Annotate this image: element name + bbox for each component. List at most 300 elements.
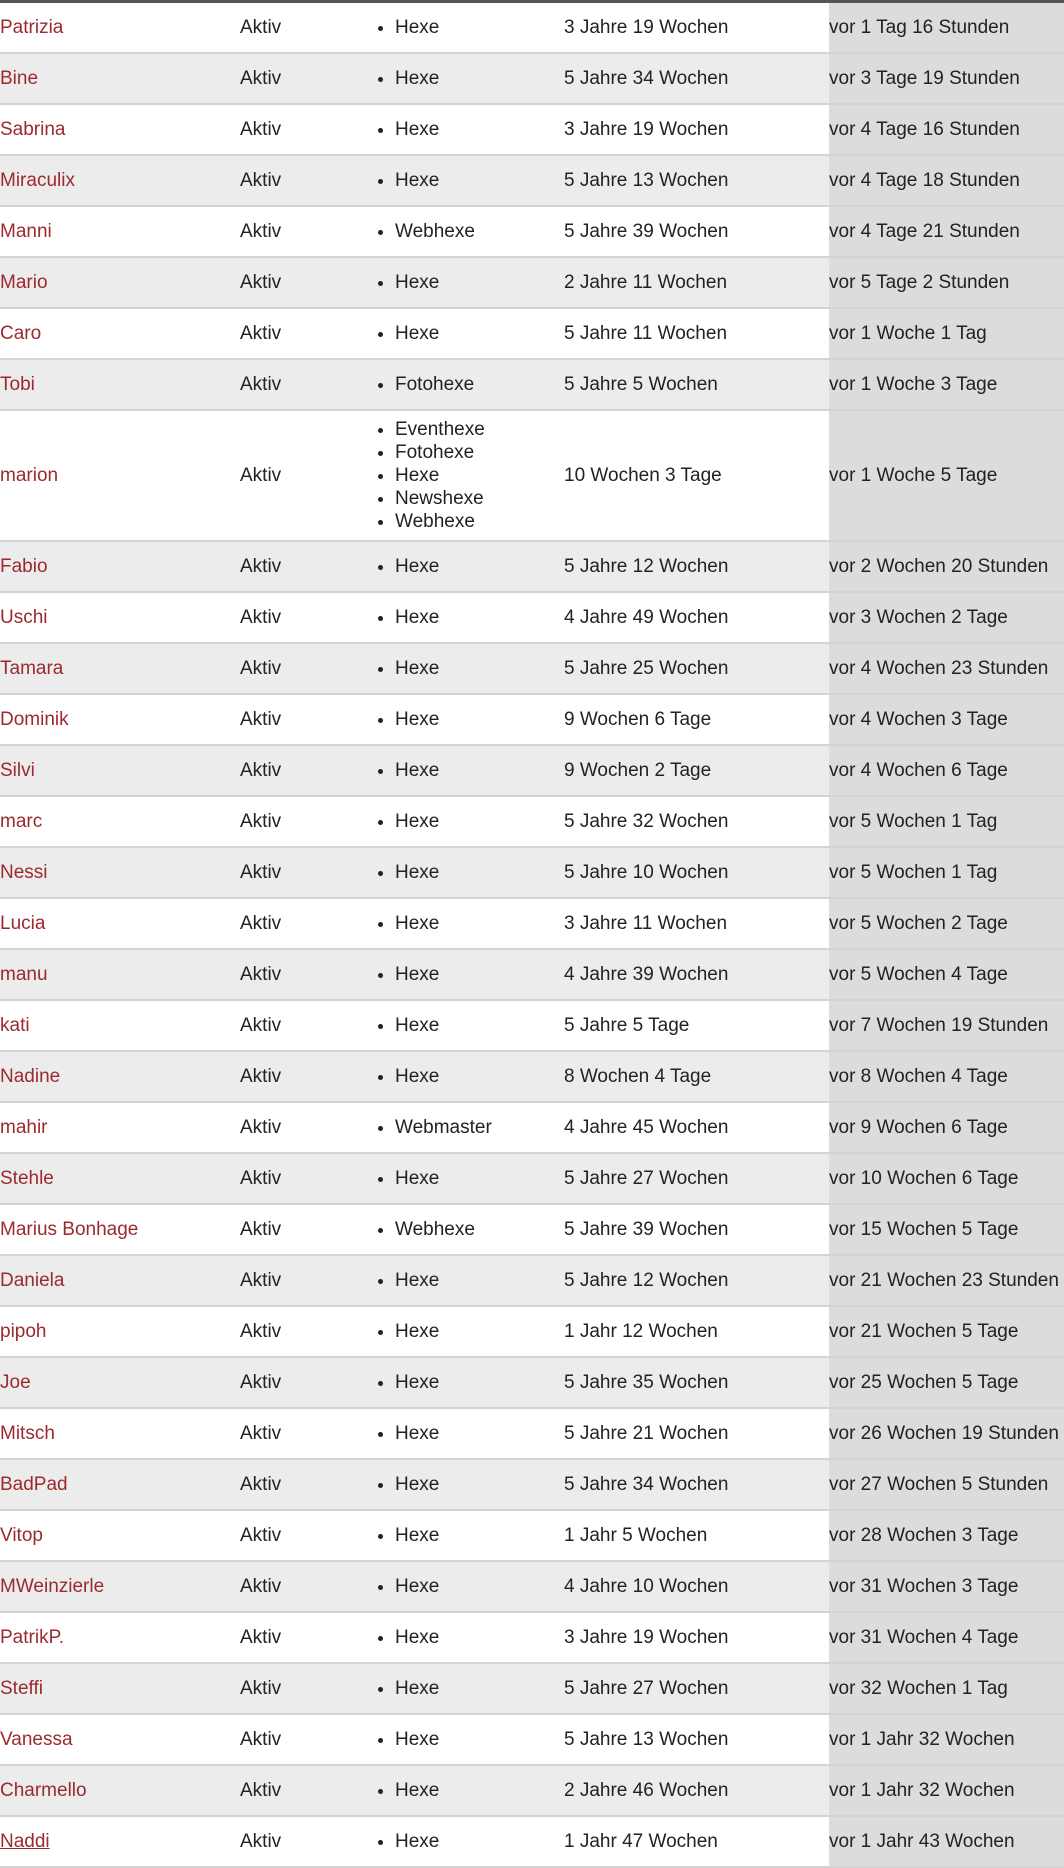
user-name-cell bbox=[0, 53, 240, 104]
role-item: • Hexe bbox=[395, 1626, 564, 1649]
table-row bbox=[0, 1765, 1064, 1816]
member-for: 5 Jahre 27 Wochen bbox=[564, 1663, 829, 1714]
user-name-link[interactable]: pipoh bbox=[0, 1320, 47, 1342]
user-name-cell bbox=[0, 1663, 240, 1714]
user-name-link[interactable]: Mitsch bbox=[0, 1422, 55, 1444]
role-list bbox=[365, 220, 564, 243]
last-access: vor 9 Wochen 6 Tage bbox=[829, 1102, 1064, 1153]
last-access: vor 1 Woche 3 Tage bbox=[829, 359, 1064, 410]
table-row bbox=[0, 1714, 1064, 1765]
user-roles-cell bbox=[365, 104, 564, 155]
user-name-cell bbox=[0, 1408, 240, 1459]
user-name-cell bbox=[0, 3, 240, 53]
user-name-cell bbox=[0, 1357, 240, 1408]
table-row bbox=[0, 308, 1064, 359]
role-item: • Newshexe bbox=[395, 487, 564, 510]
user-name-cell bbox=[0, 847, 240, 898]
user-status: Aktiv bbox=[240, 1612, 365, 1663]
role-item: • Hexe bbox=[395, 1728, 564, 1751]
user-name-link[interactable]: Steffi bbox=[0, 1677, 43, 1699]
role-item: • Hexe bbox=[395, 464, 564, 487]
role-list bbox=[365, 963, 564, 986]
last-access: vor 3 Tage 19 Stunden bbox=[829, 53, 1064, 104]
table-row bbox=[0, 1000, 1064, 1051]
last-access: vor 1 Jahr 32 Wochen bbox=[829, 1765, 1064, 1816]
role-item: • Hexe bbox=[395, 1371, 564, 1394]
table-row bbox=[0, 1102, 1064, 1153]
role-item: • Hexe bbox=[395, 810, 564, 833]
user-name-cell bbox=[0, 745, 240, 796]
role-item: • Hexe bbox=[395, 1473, 564, 1496]
table-row bbox=[0, 1204, 1064, 1255]
member-for: 4 Jahre 10 Wochen bbox=[564, 1561, 829, 1612]
user-name-cell bbox=[0, 592, 240, 643]
user-roles-cell bbox=[365, 1612, 564, 1663]
role-item: • Webhexe bbox=[395, 220, 564, 243]
table-row bbox=[0, 745, 1064, 796]
user-roles-cell bbox=[365, 1663, 564, 1714]
user-name-link[interactable]: Nessi bbox=[0, 861, 48, 883]
role-item: • Webhexe bbox=[395, 1218, 564, 1241]
user-roles-cell bbox=[365, 643, 564, 694]
user-name-cell bbox=[0, 1000, 240, 1051]
table-row bbox=[0, 1408, 1064, 1459]
table-row bbox=[0, 155, 1064, 206]
role-list bbox=[365, 759, 564, 782]
role-list bbox=[365, 1269, 564, 1292]
user-roles-cell bbox=[365, 1816, 564, 1867]
last-access: vor 8 Wochen 4 Tage bbox=[829, 1051, 1064, 1102]
user-name-link[interactable]: Marius Bonhage bbox=[0, 1218, 139, 1240]
table-row bbox=[0, 847, 1064, 898]
member-for: 3 Jahre 19 Wochen bbox=[564, 3, 829, 53]
user-name-link[interactable]: MWeinzierle bbox=[0, 1575, 105, 1597]
user-name-link[interactable]: Vanessa bbox=[0, 1728, 73, 1750]
user-status: Aktiv bbox=[240, 694, 365, 745]
role-item: • Hexe bbox=[395, 657, 564, 680]
role-item: • Hexe bbox=[395, 1677, 564, 1700]
role-item: • Hexe bbox=[395, 1779, 564, 1802]
user-roles-cell bbox=[365, 796, 564, 847]
user-name-cell bbox=[0, 308, 240, 359]
user-status: Aktiv bbox=[240, 1000, 365, 1051]
role-item: • Hexe bbox=[395, 1269, 564, 1292]
user-roles-cell bbox=[365, 745, 564, 796]
user-status: Aktiv bbox=[240, 949, 365, 1000]
user-roles-cell bbox=[365, 1204, 564, 1255]
user-status: Aktiv bbox=[240, 1255, 365, 1306]
table-row bbox=[0, 410, 1064, 541]
user-name-link[interactable]: marion bbox=[0, 464, 59, 486]
user-roles-cell bbox=[365, 694, 564, 745]
user-name-cell bbox=[0, 1204, 240, 1255]
last-access: vor 5 Wochen 2 Tage bbox=[829, 898, 1064, 949]
user-status: Aktiv bbox=[240, 1510, 365, 1561]
role-item: • Hexe bbox=[395, 1320, 564, 1343]
user-name-cell bbox=[0, 1612, 240, 1663]
user-name-link[interactable]: Naddi bbox=[0, 1830, 50, 1852]
user-status: Aktiv bbox=[240, 541, 365, 592]
user-roles-cell bbox=[365, 1714, 564, 1765]
last-access: vor 4 Wochen 23 Stunden bbox=[829, 643, 1064, 694]
user-name-link[interactable]: Dominik bbox=[0, 708, 69, 730]
user-roles-cell bbox=[365, 1510, 564, 1561]
user-list-table bbox=[0, 3, 1064, 1868]
member-for: 2 Jahre 11 Wochen bbox=[564, 257, 829, 308]
member-for: 3 Jahre 19 Wochen bbox=[564, 1612, 829, 1663]
user-name-link[interactable]: Fabio bbox=[0, 555, 48, 577]
user-name-link[interactable]: Stehle bbox=[0, 1167, 54, 1189]
role-list bbox=[365, 606, 564, 629]
user-name-link[interactable]: Daniela bbox=[0, 1269, 65, 1291]
role-item: • Fotohexe bbox=[395, 441, 564, 464]
last-access: vor 31 Wochen 3 Tage bbox=[829, 1561, 1064, 1612]
user-roles-cell bbox=[365, 1765, 564, 1816]
user-status: Aktiv bbox=[240, 1765, 365, 1816]
user-status: Aktiv bbox=[240, 643, 365, 694]
last-access: vor 4 Tage 18 Stunden bbox=[829, 155, 1064, 206]
role-item: • Hexe bbox=[395, 1575, 564, 1598]
user-status: Aktiv bbox=[240, 1357, 365, 1408]
user-roles-cell bbox=[365, 1408, 564, 1459]
table-row bbox=[0, 1612, 1064, 1663]
last-access: vor 1 Jahr 43 Wochen bbox=[829, 1816, 1064, 1867]
last-access: vor 32 Wochen 1 Tag bbox=[829, 1663, 1064, 1714]
user-status: Aktiv bbox=[240, 1714, 365, 1765]
role-list bbox=[365, 1524, 564, 1547]
table-row bbox=[0, 592, 1064, 643]
user-name-link[interactable]: Joe bbox=[0, 1371, 31, 1393]
table-row bbox=[0, 1051, 1064, 1102]
table-row bbox=[0, 643, 1064, 694]
user-roles-cell bbox=[365, 1255, 564, 1306]
user-roles-cell bbox=[365, 1051, 564, 1102]
member-for: 5 Jahre 27 Wochen bbox=[564, 1153, 829, 1204]
role-list bbox=[365, 1830, 564, 1853]
table-row bbox=[0, 3, 1064, 53]
member-for: 5 Jahre 25 Wochen bbox=[564, 643, 829, 694]
table-row bbox=[0, 1306, 1064, 1357]
role-item: • Hexe bbox=[395, 67, 564, 90]
user-roles-cell bbox=[365, 1000, 564, 1051]
role-list bbox=[365, 912, 564, 935]
table-row bbox=[0, 1255, 1064, 1306]
user-name-cell bbox=[0, 1153, 240, 1204]
last-access: vor 4 Wochen 3 Tage bbox=[829, 694, 1064, 745]
user-name-link[interactable]: Nadine bbox=[0, 1065, 61, 1087]
user-status: Aktiv bbox=[240, 1153, 365, 1204]
member-for: 5 Jahre 12 Wochen bbox=[564, 541, 829, 592]
user-name-cell bbox=[0, 410, 240, 541]
user-roles-cell bbox=[365, 1153, 564, 1204]
member-for: 1 Jahr 12 Wochen bbox=[564, 1306, 829, 1357]
user-status: Aktiv bbox=[240, 1102, 365, 1153]
member-for: 1 Jahr 47 Wochen bbox=[564, 1816, 829, 1867]
table-row bbox=[0, 359, 1064, 410]
user-name-cell bbox=[0, 1306, 240, 1357]
role-list bbox=[365, 271, 564, 294]
user-name-link[interactable]: kati bbox=[0, 1014, 30, 1036]
user-name-link[interactable]: manu bbox=[0, 963, 48, 985]
role-list bbox=[365, 1167, 564, 1190]
last-access: vor 5 Wochen 1 Tag bbox=[829, 796, 1064, 847]
last-access: vor 21 Wochen 23 Stunden bbox=[829, 1255, 1064, 1306]
user-status: Aktiv bbox=[240, 206, 365, 257]
role-list bbox=[365, 1218, 564, 1241]
last-access: vor 1 Woche 5 Tage bbox=[829, 410, 1064, 541]
role-item: • Hexe bbox=[395, 1422, 564, 1445]
last-access: vor 1 Jahr 32 Wochen bbox=[829, 1714, 1064, 1765]
table-row bbox=[0, 1816, 1064, 1867]
user-name-link[interactable]: Caro bbox=[0, 322, 42, 344]
member-for: 4 Jahre 45 Wochen bbox=[564, 1102, 829, 1153]
role-list bbox=[365, 708, 564, 731]
role-list bbox=[365, 861, 564, 884]
last-access: vor 26 Wochen 19 Stunden bbox=[829, 1408, 1064, 1459]
user-status: Aktiv bbox=[240, 745, 365, 796]
member-for: 2 Jahre 46 Wochen bbox=[564, 1765, 829, 1816]
role-item: • Hexe bbox=[395, 322, 564, 345]
user-roles-cell bbox=[365, 308, 564, 359]
user-status: Aktiv bbox=[240, 1051, 365, 1102]
user-roles-cell bbox=[365, 592, 564, 643]
user-name-cell bbox=[0, 541, 240, 592]
table-row bbox=[0, 53, 1064, 104]
member-for: 3 Jahre 19 Wochen bbox=[564, 104, 829, 155]
user-name-link[interactable]: Lucia bbox=[0, 912, 46, 934]
last-access: vor 25 Wochen 5 Tage bbox=[829, 1357, 1064, 1408]
last-access: vor 4 Tage 21 Stunden bbox=[829, 206, 1064, 257]
table-row bbox=[0, 949, 1064, 1000]
user-roles-cell bbox=[365, 949, 564, 1000]
user-name-cell bbox=[0, 1102, 240, 1153]
user-name-link[interactable]: PatrikP. bbox=[0, 1626, 65, 1648]
role-item: • Hexe bbox=[395, 1014, 564, 1037]
last-access: vor 28 Wochen 3 Tage bbox=[829, 1510, 1064, 1561]
user-name-cell bbox=[0, 359, 240, 410]
member-for: 3 Jahre 11 Wochen bbox=[564, 898, 829, 949]
user-roles-cell bbox=[365, 359, 564, 410]
user-status: Aktiv bbox=[240, 104, 365, 155]
role-list bbox=[365, 657, 564, 680]
user-name-cell bbox=[0, 1765, 240, 1816]
user-name-cell bbox=[0, 694, 240, 745]
user-name-cell bbox=[0, 206, 240, 257]
user-name-cell bbox=[0, 1816, 240, 1867]
role-item: • Hexe bbox=[395, 1524, 564, 1547]
user-name-link[interactable]: Silvi bbox=[0, 759, 35, 781]
role-item: • Hexe bbox=[395, 1065, 564, 1088]
last-access: vor 21 Wochen 5 Tage bbox=[829, 1306, 1064, 1357]
member-for: 4 Jahre 39 Wochen bbox=[564, 949, 829, 1000]
table-row bbox=[0, 1153, 1064, 1204]
role-list bbox=[365, 1371, 564, 1394]
role-list bbox=[365, 1422, 564, 1445]
role-item: • Hexe bbox=[395, 118, 564, 141]
member-for: 4 Jahre 49 Wochen bbox=[564, 592, 829, 643]
table-row bbox=[0, 796, 1064, 847]
user-roles-cell bbox=[365, 1102, 564, 1153]
member-for: 5 Jahre 34 Wochen bbox=[564, 1459, 829, 1510]
user-roles-cell bbox=[365, 410, 564, 541]
user-name-link[interactable]: Miraculix bbox=[0, 169, 75, 191]
user-name-cell bbox=[0, 898, 240, 949]
user-status: Aktiv bbox=[240, 1204, 365, 1255]
user-roles-cell bbox=[365, 1306, 564, 1357]
table-row bbox=[0, 541, 1064, 592]
member-for: 5 Jahre 5 Tage bbox=[564, 1000, 829, 1051]
member-for: 1 Jahr 5 Wochen bbox=[564, 1510, 829, 1561]
user-name-cell bbox=[0, 257, 240, 308]
last-access: vor 31 Wochen 4 Tage bbox=[829, 1612, 1064, 1663]
user-roles-cell bbox=[365, 1561, 564, 1612]
member-for: 5 Jahre 35 Wochen bbox=[564, 1357, 829, 1408]
role-item: • Hexe bbox=[395, 555, 564, 578]
user-name-cell bbox=[0, 1510, 240, 1561]
user-status: Aktiv bbox=[240, 257, 365, 308]
user-status: Aktiv bbox=[240, 410, 365, 541]
role-list bbox=[365, 118, 564, 141]
user-status: Aktiv bbox=[240, 3, 365, 53]
last-access: vor 1 Woche 1 Tag bbox=[829, 308, 1064, 359]
role-item: • Hexe bbox=[395, 861, 564, 884]
role-list bbox=[365, 16, 564, 39]
user-name-link[interactable]: Uschi bbox=[0, 606, 48, 628]
user-name-cell bbox=[0, 949, 240, 1000]
user-name-cell bbox=[0, 155, 240, 206]
role-item: • Hexe bbox=[395, 1830, 564, 1853]
user-roles-cell bbox=[365, 257, 564, 308]
user-name-cell bbox=[0, 796, 240, 847]
role-item: • Eventhexe bbox=[395, 418, 564, 441]
user-status: Aktiv bbox=[240, 359, 365, 410]
user-name-link[interactable]: Charmello bbox=[0, 1779, 87, 1801]
table-row bbox=[0, 1561, 1064, 1612]
table-row bbox=[0, 1510, 1064, 1561]
table-row bbox=[0, 206, 1064, 257]
user-name-link[interactable]: Tobi bbox=[0, 373, 35, 395]
last-access: vor 7 Wochen 19 Stunden bbox=[829, 1000, 1064, 1051]
user-status: Aktiv bbox=[240, 1306, 365, 1357]
role-list bbox=[365, 322, 564, 345]
member-for: 9 Wochen 6 Tage bbox=[564, 694, 829, 745]
role-item: • Hexe bbox=[395, 16, 564, 39]
last-access: vor 2 Wochen 20 Stunden bbox=[829, 541, 1064, 592]
member-for: 5 Jahre 21 Wochen bbox=[564, 1408, 829, 1459]
user-name-link[interactable]: Patrizia bbox=[0, 16, 64, 38]
role-item: • Hexe bbox=[395, 271, 564, 294]
user-list-body bbox=[0, 3, 1064, 1867]
member-for: 5 Jahre 34 Wochen bbox=[564, 53, 829, 104]
role-list bbox=[365, 1779, 564, 1802]
table-row bbox=[0, 1459, 1064, 1510]
last-access: vor 5 Tage 2 Stunden bbox=[829, 257, 1064, 308]
table-row bbox=[0, 1663, 1064, 1714]
user-name-link[interactable]: BadPad bbox=[0, 1473, 68, 1495]
user-name-link[interactable]: Vitop bbox=[0, 1524, 43, 1546]
user-status: Aktiv bbox=[240, 1561, 365, 1612]
member-for: 5 Jahre 10 Wochen bbox=[564, 847, 829, 898]
user-name-cell bbox=[0, 1255, 240, 1306]
user-name-cell bbox=[0, 643, 240, 694]
user-roles-cell bbox=[365, 155, 564, 206]
user-status: Aktiv bbox=[240, 1816, 365, 1867]
user-status: Aktiv bbox=[240, 1408, 365, 1459]
table-row bbox=[0, 898, 1064, 949]
role-list bbox=[365, 169, 564, 192]
user-name-link[interactable]: mahir bbox=[0, 1116, 48, 1138]
table-row bbox=[0, 1357, 1064, 1408]
role-item: • Hexe bbox=[395, 963, 564, 986]
user-roles-cell bbox=[365, 847, 564, 898]
user-status: Aktiv bbox=[240, 53, 365, 104]
user-name-cell bbox=[0, 1561, 240, 1612]
user-name-cell bbox=[0, 1051, 240, 1102]
member-for: 5 Jahre 32 Wochen bbox=[564, 796, 829, 847]
user-roles-cell bbox=[365, 1459, 564, 1510]
member-for: 5 Jahre 39 Wochen bbox=[564, 1204, 829, 1255]
member-for: 9 Wochen 2 Tage bbox=[564, 745, 829, 796]
role-item: • Hexe bbox=[395, 606, 564, 629]
user-name-link[interactable]: Tamara bbox=[0, 657, 64, 679]
user-name-link[interactable]: Sabrina bbox=[0, 118, 66, 140]
user-roles-cell bbox=[365, 3, 564, 53]
user-name-link[interactable]: Mario bbox=[0, 271, 48, 293]
user-roles-cell bbox=[365, 541, 564, 592]
role-item: • Fotohexe bbox=[395, 373, 564, 396]
last-access: vor 10 Wochen 6 Tage bbox=[829, 1153, 1064, 1204]
member-for: 8 Wochen 4 Tage bbox=[564, 1051, 829, 1102]
role-item: • Hexe bbox=[395, 169, 564, 192]
role-list bbox=[365, 555, 564, 578]
user-name-link[interactable]: Bine bbox=[0, 67, 39, 89]
role-list bbox=[365, 373, 564, 396]
last-access: vor 3 Wochen 2 Tage bbox=[829, 592, 1064, 643]
role-item: • Webmaster bbox=[395, 1116, 564, 1139]
user-name-link[interactable]: marc bbox=[0, 810, 43, 832]
user-status: Aktiv bbox=[240, 847, 365, 898]
user-status: Aktiv bbox=[240, 796, 365, 847]
role-list bbox=[365, 810, 564, 833]
table-row bbox=[0, 257, 1064, 308]
last-access: vor 15 Wochen 5 Tage bbox=[829, 1204, 1064, 1255]
user-status: Aktiv bbox=[240, 308, 365, 359]
role-list bbox=[365, 1626, 564, 1649]
role-list bbox=[365, 1677, 564, 1700]
role-list bbox=[365, 1320, 564, 1343]
last-access: vor 5 Wochen 4 Tage bbox=[829, 949, 1064, 1000]
last-access: vor 1 Tag 16 Stunden bbox=[829, 3, 1064, 53]
role-item: • Webhexe bbox=[395, 510, 564, 533]
role-list bbox=[365, 1728, 564, 1751]
role-list bbox=[365, 67, 564, 90]
member-for: 5 Jahre 11 Wochen bbox=[564, 308, 829, 359]
user-roles-cell bbox=[365, 206, 564, 257]
user-name-link[interactable]: Manni bbox=[0, 220, 52, 242]
member-for: 5 Jahre 39 Wochen bbox=[564, 206, 829, 257]
role-list bbox=[365, 1065, 564, 1088]
user-name-cell bbox=[0, 1459, 240, 1510]
role-list bbox=[365, 1575, 564, 1598]
user-name-cell bbox=[0, 1714, 240, 1765]
member-for: 5 Jahre 5 Wochen bbox=[564, 359, 829, 410]
last-access: vor 4 Wochen 6 Tage bbox=[829, 745, 1064, 796]
member-for: 5 Jahre 13 Wochen bbox=[564, 155, 829, 206]
last-access: vor 27 Wochen 5 Stunden bbox=[829, 1459, 1064, 1510]
user-status: Aktiv bbox=[240, 592, 365, 643]
role-list bbox=[365, 1473, 564, 1496]
user-status: Aktiv bbox=[240, 898, 365, 949]
